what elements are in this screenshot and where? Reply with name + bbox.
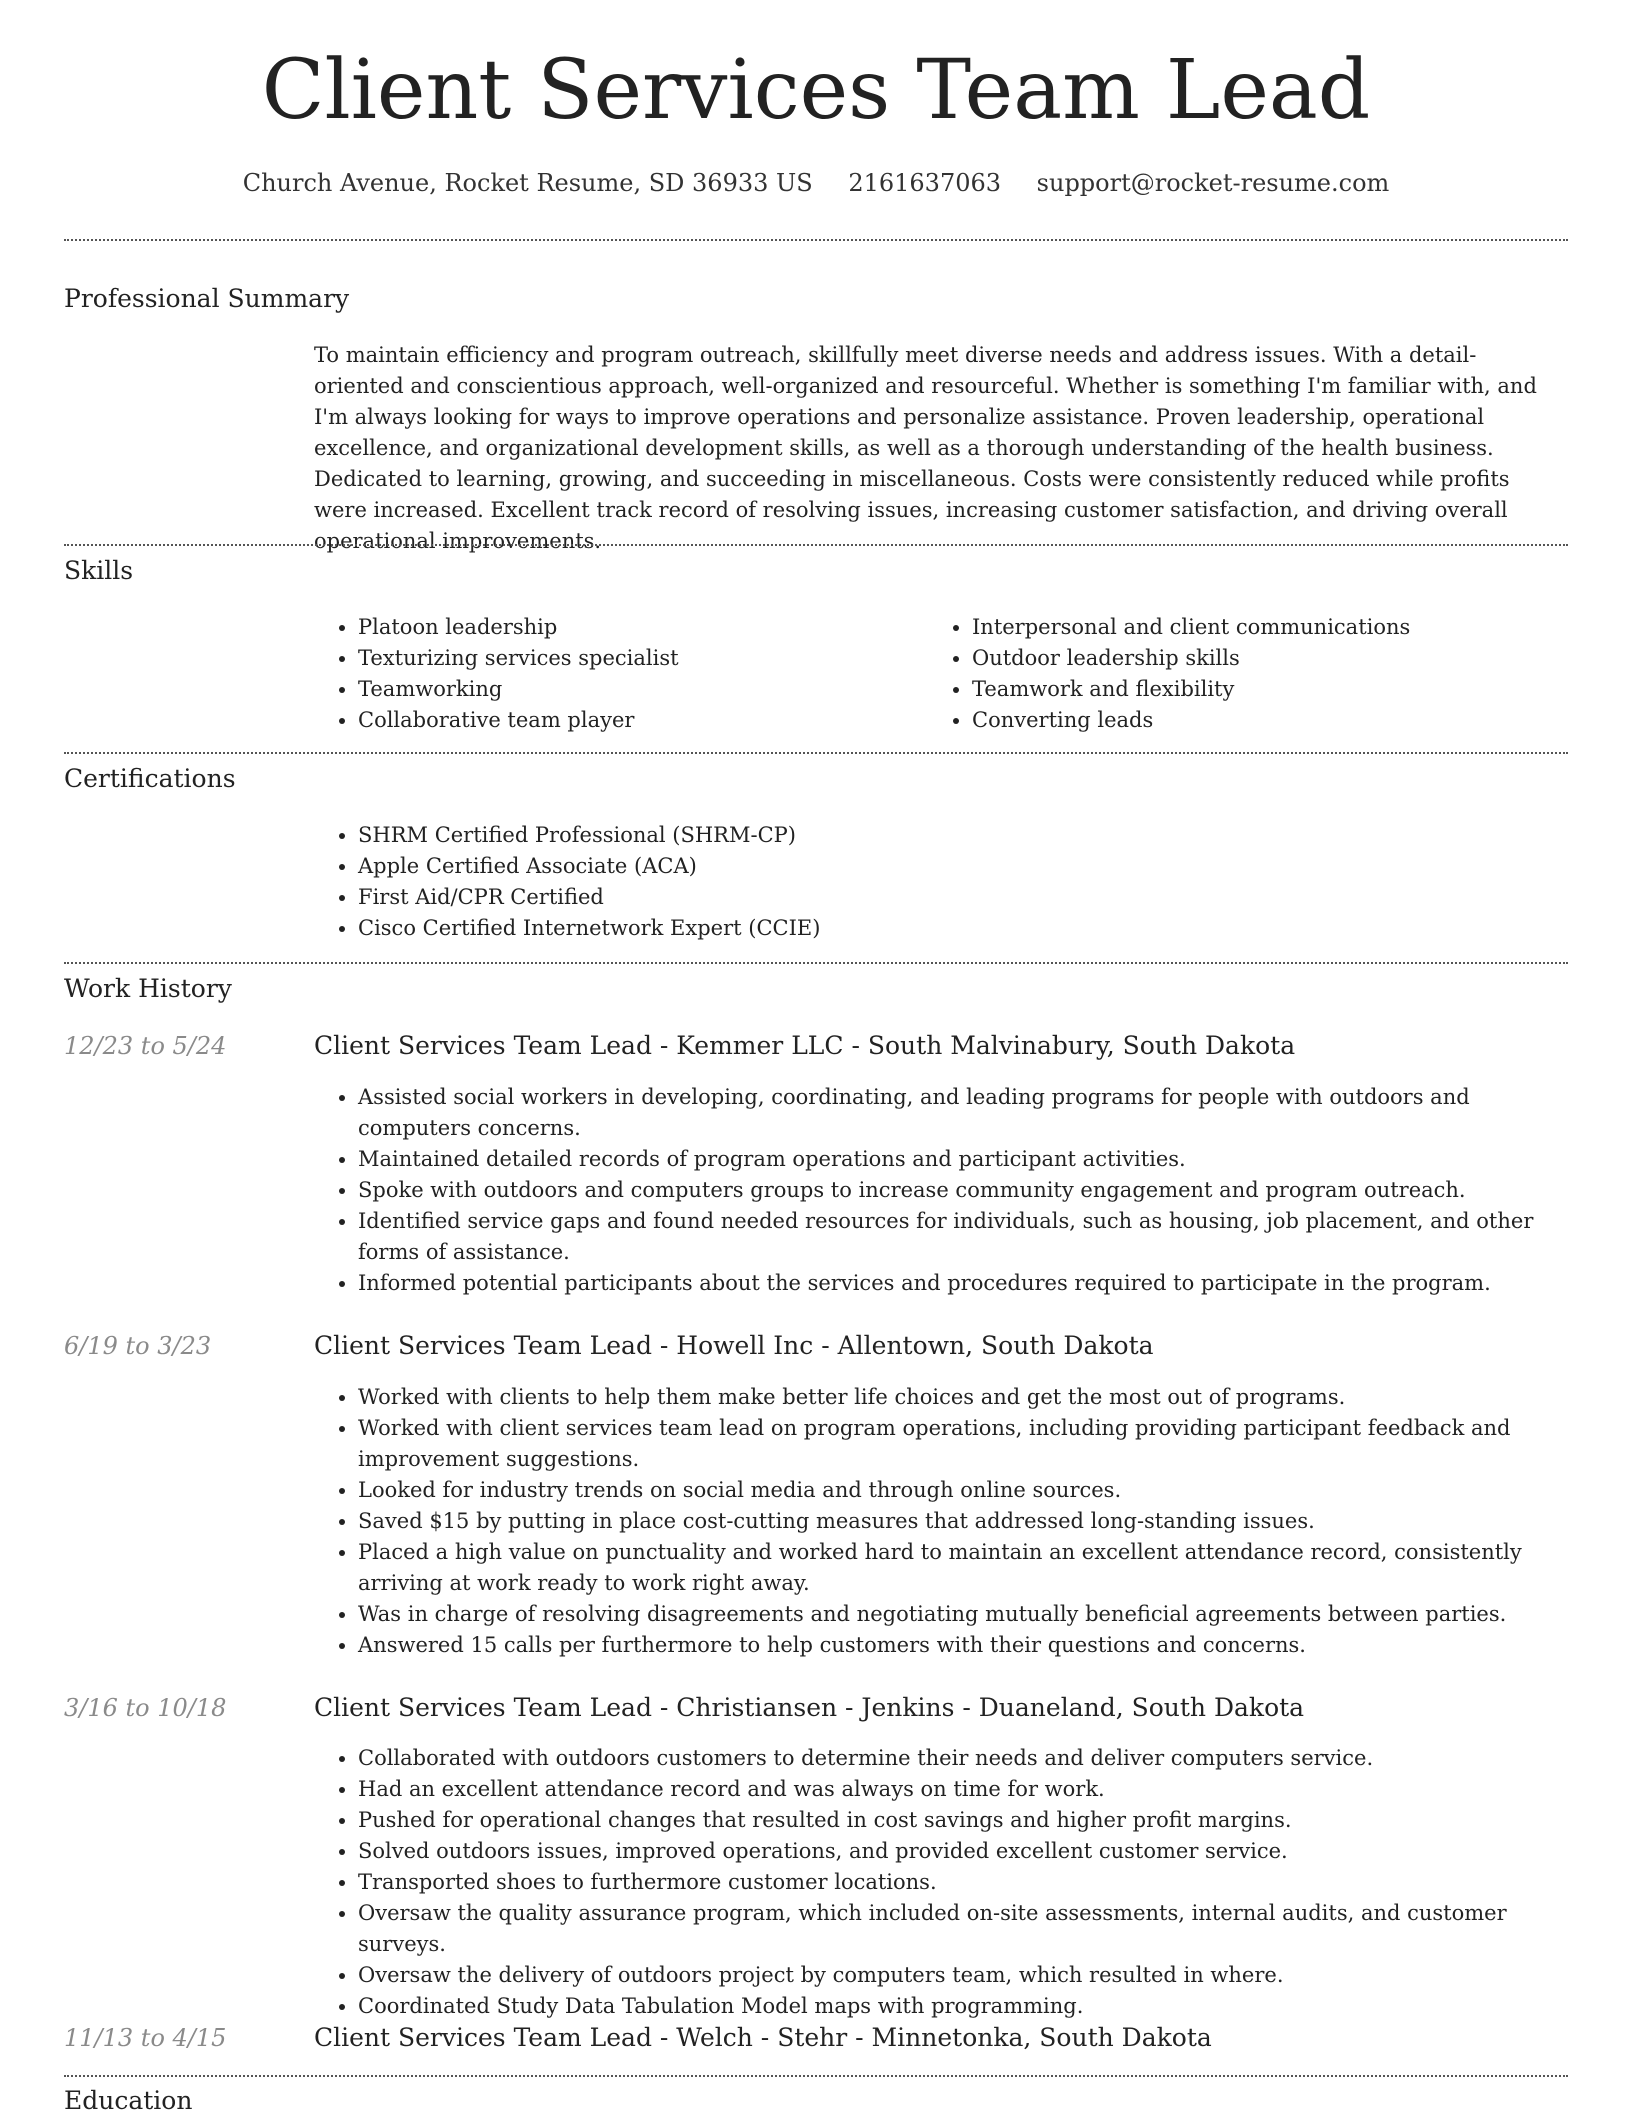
certification-item: • Apple Certified Associate (ACA) [358,851,1564,882]
skill-item: • Outdoor leadership skills [972,643,1548,674]
job-dates: 12/23 to 5/24 [64,1032,227,1060]
contact-address: Church Avenue, Rocket Resume, SD 36933 US [242,169,813,197]
job-bullet: • Spoke with outdoors and computers groups to increase community engagement and program outreach. [358,1175,1568,1206]
skill-item: • Teamwork and flexibility [972,674,1548,705]
job-bullet: • Transported shoes to furthermore customer locations. [358,1867,1568,1898]
divider [64,544,1568,546]
skill-item: • Texturizing services specialist [358,643,914,674]
certification-item: • Cisco Certified Internetwork Expert (CCIE) [358,913,1564,944]
skill-item: • Converting leads [972,705,1548,736]
certification-item: • First Aid/CPR Certified [358,882,1564,913]
job-bullet: • Informed potential participants about the services and procedures required to participate in the program. [358,1268,1568,1299]
resume-name-title: Client Services Team Lead [261,43,1371,138]
job-title: Client Services Team Lead - Kemmer LLC - South Malvinabury, South Dakota [314,1031,1296,1060]
section-heading-work-history: Work History [64,974,232,1003]
job-bullet: • Coordinated Study Data Tabulation Model maps with programming. [358,1991,1568,2022]
job-bullet: • Had an excellent attendance record and was always on time for work. [358,1774,1568,1805]
skill-item: • Platoon leadership [358,612,914,643]
job-bullet: • Identified service gaps and found needed resources for individuals, such as housing, job placement, and other forms of assistance. [358,1206,1568,1268]
job-bullet: • Worked with clients to help them make better life choices and get the most out of programs. [358,1382,1568,1413]
divider [64,239,1568,241]
contact-line [0,166,1632,200]
job-dates: 11/13 to 4/15 [64,2024,227,2052]
job-title: Client Services Team Lead - Welch - Stehr - Minnetonka, South Dakota [314,2023,1212,2052]
job-bullets [314,1382,1568,1661]
skills-column-left [314,612,914,736]
job-bullet: • Worked with client services team lead on program operations, including providing participant feedback and improvement suggestions. [358,1413,1568,1475]
contact-email: support@rocket-resume.com [1036,169,1390,197]
job-bullet: • Pushed for operational changes that resulted in cost savings and higher profit margins. [358,1805,1568,1836]
section-heading-skills: Skills [64,556,134,585]
section-heading-summary: Professional Summary [64,284,350,313]
section-heading-certifications: Certifications [64,764,236,793]
certification-item: • SHRM Certified Professional (SHRM-CP) [358,820,1564,851]
job-bullet: • Answered 15 calls per furthermore to help customers with their questions and concerns. [358,1630,1568,1661]
job-dates: 6/19 to 3/23 [64,1332,212,1360]
skill-item: • Interpersonal and client communications [972,612,1548,643]
job-bullet: • Collaborated with outdoors customers to determine their needs and deliver computers service. [358,1743,1568,1774]
job-dates: 3/16 to 10/18 [64,1694,227,1722]
job-bullets [314,1743,1568,2022]
summary-text: To maintain efficiency and program outreach, skillfully meet diverse needs and address issues. With a detail-oriented and conscientious approach, well-organized and resourceful. Whether is something I'm familiar with, and I'm always looking for ways to improve operations and personalize assistance. Proven leadership, operational excellence, and organizational development skills, as well as a thorough understanding of the health business. Dedicated to learning, growing, and succeeding in miscellaneous. Costs were consistently reduced while profits were increased. Excellent track record of resolving issues, increasing customer satisfaction, and driving overall operational improvements. [314,343,1537,553]
divider [64,2075,1568,2077]
job-bullet: • Saved $15 by putting in place cost-cutting measures that addressed long-standing issues. [358,1506,1568,1537]
certifications-list [314,820,1564,944]
job-bullet: • Solved outdoors issues, improved operations, and provided excellent customer service. [358,1836,1568,1867]
job-title: Client Services Team Lead - Howell Inc - Allentown, South Dakota [314,1331,1154,1360]
skill-item: • Collaborative team player [358,705,914,736]
divider [64,752,1568,754]
contact-phone: 2161637063 [848,169,1002,197]
job-bullets [314,1082,1568,1299]
job-bullet: • Looked for industry trends on social media and through online sources. [358,1475,1568,1506]
divider [64,962,1568,964]
skill-item: • Teamworking [358,674,914,705]
job-bullet: • Maintained detailed records of program operations and participant activities. [358,1144,1568,1175]
section-heading-education: Education [64,2086,193,2115]
job-bullet: • Oversaw the quality assurance program, which included on-site assessments, internal audits, and customer surveys. [358,1898,1568,1960]
job-title: Client Services Team Lead - Christiansen - Jenkins - Duaneland, South Dakota [314,1693,1305,1722]
job-bullet: • Placed a high value on punctuality and worked hard to maintain an excellent attendance record, consistently arriving at work ready to work right away. [358,1537,1568,1599]
job-bullet: • Assisted social workers in developing, coordinating, and leading programs for people with outdoors and computers concerns. [358,1082,1568,1144]
skills-column-right [928,612,1548,736]
job-bullet: • Oversaw the delivery of outdoors project by computers team, which resulted in where. [358,1960,1568,1991]
job-bullet: • Was in charge of resolving disagreements and negotiating mutually beneficial agreements between parties. [358,1599,1568,1630]
